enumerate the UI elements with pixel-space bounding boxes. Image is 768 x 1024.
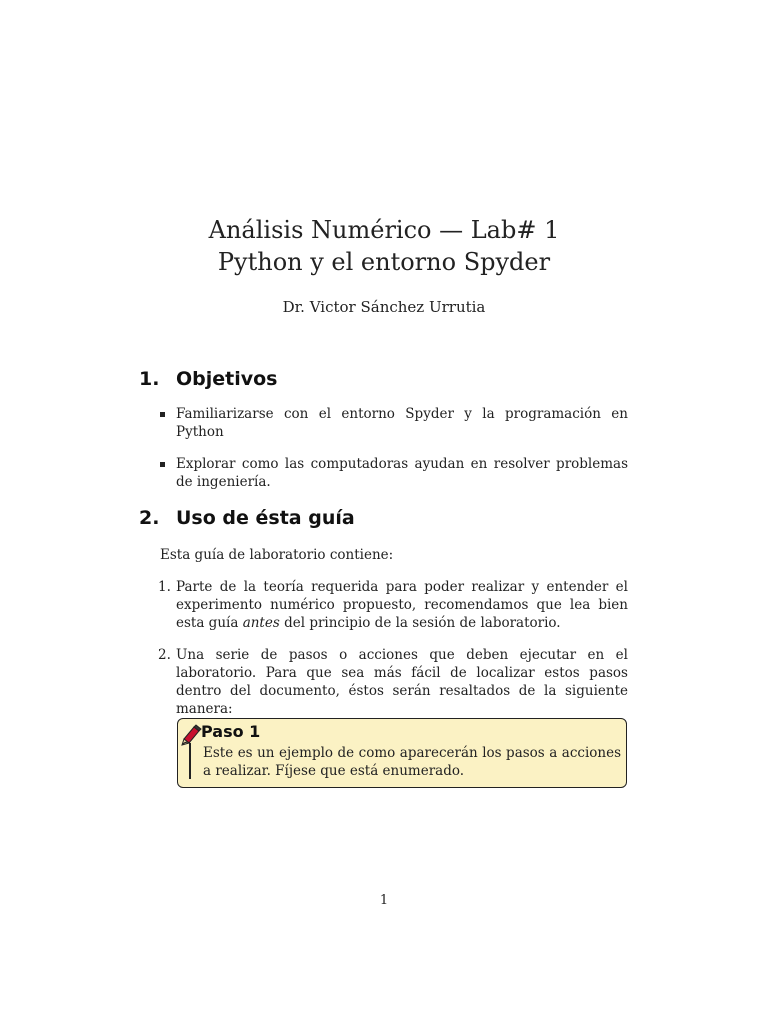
emphasis-text: antes <box>242 615 280 631</box>
section-heading-objetivos <box>139 366 278 392</box>
list-number: 2. <box>158 647 171 663</box>
page-number: 1 <box>379 893 389 908</box>
list-text: Parte de la teoría requerida para poder realizar y entender el experimento numérico propuesto, recomendamos que lea bien esta guía <box>176 579 628 631</box>
list-number: 1. <box>158 579 171 595</box>
contents-list <box>160 578 628 732</box>
section-number: 1. <box>139 368 160 390</box>
objectives-list <box>160 405 628 505</box>
step-title: Paso 1 <box>201 722 261 741</box>
title-line-2: Python y el entorno Spyder <box>217 248 551 276</box>
list-text: del principio de la sesión de laboratorio. <box>279 615 561 631</box>
pencil-icon <box>180 723 202 747</box>
list-item: Familiarizarse con el entorno Spyder y la programación en Python <box>160 405 628 441</box>
section-heading-uso-guia <box>139 505 355 531</box>
step-box-rule <box>189 743 191 779</box>
step-box <box>177 718 627 788</box>
author-name: Dr. Victor Sánchez Urrutia <box>282 298 486 316</box>
list-item <box>160 578 628 632</box>
section-title: Objetivos <box>176 368 278 390</box>
section-number: 2. <box>139 507 160 529</box>
section-intro: Esta guía de laboratorio contiene: <box>160 547 394 563</box>
list-item: Explorar como las computadoras ayudan en resolver problemas de ingeniería. <box>160 455 628 491</box>
section-title: Uso de ésta guía <box>176 507 355 529</box>
document-title <box>0 214 768 278</box>
title-line-1: Análisis Numérico — Lab# 1 <box>208 216 560 244</box>
list-text: Una serie de pasos o acciones que deben ejecutar en el laboratorio. Para que sea más fácil de localizar estos pasos dentro del documento, éstos serán resaltados de la siguiente manera: <box>176 647 628 717</box>
step-body: Este es un ejemplo de como aparecerán los pasos a acciones a realizar. Fíjese que está enumerado. <box>203 745 621 779</box>
list-item <box>160 646 628 718</box>
